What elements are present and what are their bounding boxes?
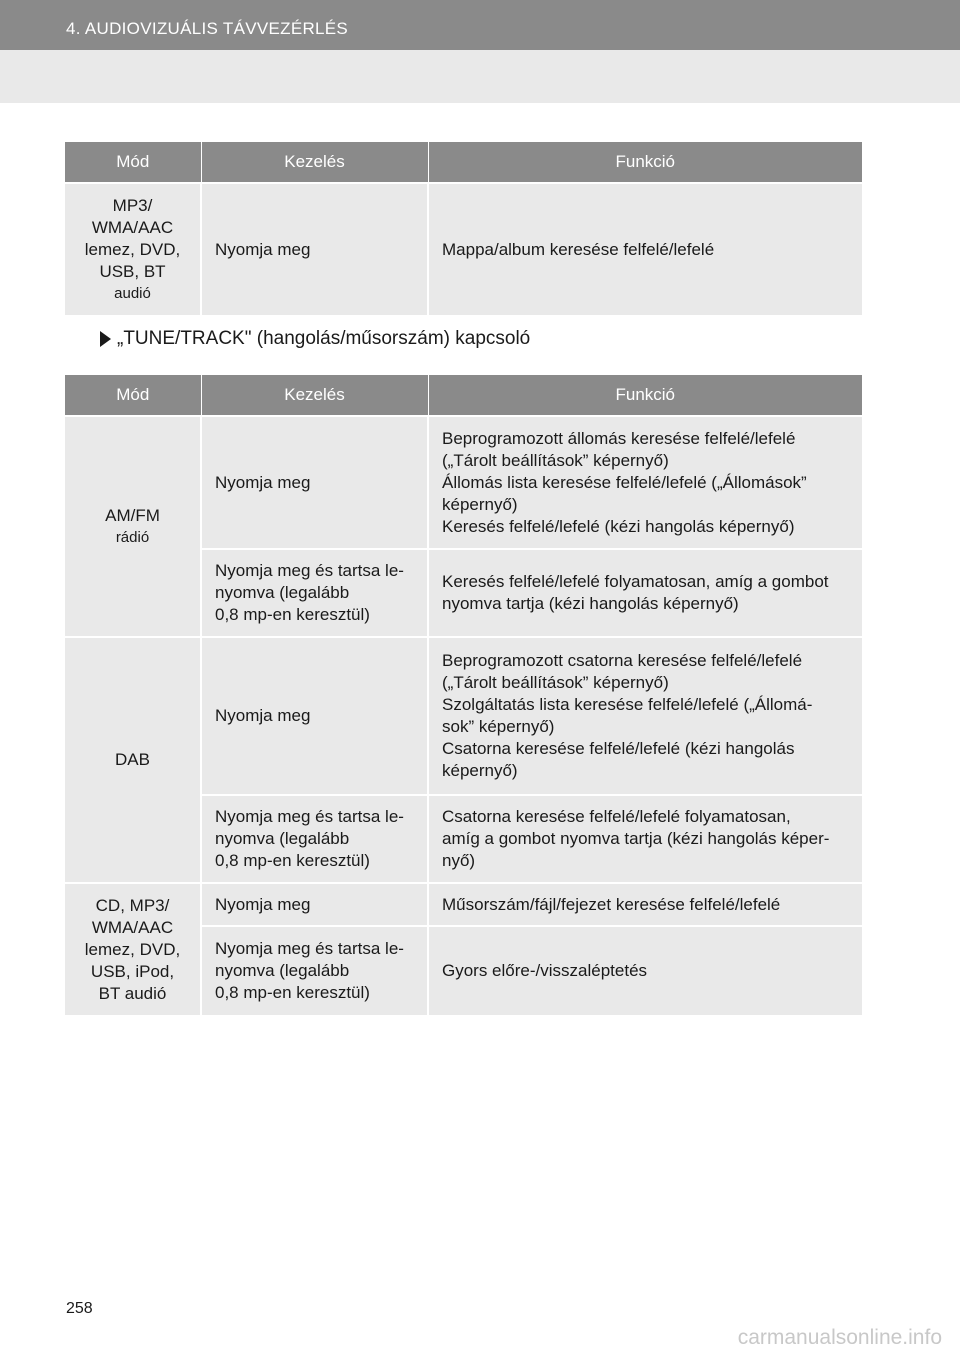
function-cell [428,549,862,637]
operation-line: Nyomja meg [215,894,311,914]
column-header-mode: Mód [65,142,201,183]
mode-line: MP3/ [112,195,153,215]
folder-search-table [65,142,862,317]
function-line: nyő) [442,851,476,870]
watermark: carmanualsonline.info [737,1326,942,1349]
function-line: képernyő) [442,761,518,780]
operation-cell [201,637,428,795]
function-line: („Tárolt beállítások” képernyő) [442,450,669,470]
column-header-operation: Kezelés [201,375,428,416]
function-line: Állomás lista keresése felfelé/lefelé („Állomások” [442,472,807,492]
table-row [65,883,862,926]
function-line: Keresés felfelé/lefelé folyamatosan, amíg a gombot [442,572,829,591]
mode-line: BT audió [98,983,167,1003]
operation-cell [201,883,428,926]
function-line: Gyors előre-/visszaléptetés [442,961,648,980]
operation-line: Nyomja meg és tartsa le- [215,807,404,826]
mode-line: USB, iPod, [90,961,175,981]
function-line: Műsorszám/fájl/fejezet keresése felfelé/lefelé [442,894,781,914]
mode-cell [65,637,201,883]
page-number: 258 [66,1300,93,1317]
function-cell [428,416,862,549]
operation-line: 0,8 mp-en keresztül) [215,983,370,1002]
operation-cell [201,416,428,549]
table-row [65,637,862,795]
function-line: Csatorna keresése felfelé/lefelé (kézi hangolás [442,739,795,758]
function-line: képernyő) [442,494,518,514]
column-header-operation: Kezelés [201,142,428,183]
function-cell [428,795,862,883]
operation-line: Nyomja meg és tartsa le- [215,561,404,580]
function-line: Szolgáltatás lista keresése felfelé/lefelé („Állomá- [442,695,813,714]
function-line: sok” képernyő) [442,717,555,736]
operation-line: Nyomja meg [215,472,311,492]
mode-cell [65,883,201,1016]
function-cell: Mappa/album keresése felfelé/lefelé [428,183,862,316]
mode-cell [65,416,201,637]
tune-track-table [65,375,862,1017]
operation-line: nyomva (legalább [215,961,350,980]
function-cell [428,926,862,1016]
column-header-function: Funkció [428,375,862,416]
function-line: Beprogramozott csatorna keresése felfelé/lefelé [442,651,803,670]
header-bar [0,0,960,50]
table-row [65,183,862,316]
section-heading-text: „TUNE/TRACK" (hangolás/műsorszám) kapcsoló [117,328,531,349]
mode-subline: rádió [115,528,150,546]
operation-line: nyomva (legalább [215,583,350,602]
function-line: („Tárolt beállítások” képernyő) [442,673,669,692]
function-line: Csatorna keresése felfelé/lefelé folyamatosan, [442,807,791,826]
column-header-mode: Mód [65,375,201,416]
mode-line: AM/FM [105,505,160,525]
mode-line: DAB [115,750,150,769]
operation-line: Nyomja meg és tartsa le- [215,939,404,958]
function-line: nyomva tartja (kézi hangolás képernyő) [442,594,739,613]
section-heading [100,328,530,350]
operation-cell: Nyomja meg [201,183,428,316]
function-line: Beprogramozott állomás keresése felfelé/lefelé [442,428,796,448]
chapter-title: 4. AUDIOVIZUÁLIS TÁVVEZÉRLÉS [66,19,349,38]
function-cell [428,883,862,926]
function-line: Keresés felfelé/lefelé (kézi hangolás képernyő) [442,516,795,536]
column-header-function: Funkció [428,142,862,183]
operation-line: 0,8 mp-en keresztül) [215,851,370,870]
mode-line: USB, BT [99,261,166,281]
mode-line: lemez, DVD, [84,939,181,959]
mode-line: WMA/AAC [91,917,174,937]
operation-line: nyomva (legalább [215,829,350,848]
function-cell [428,637,862,795]
operation-cell [201,926,428,1016]
mode-line: lemez, DVD, [84,239,181,259]
operation-cell [201,795,428,883]
mode-subline: audió [114,284,151,302]
operation-line: 0,8 mp-en keresztül) [215,605,370,624]
triangle-bullet-icon [100,331,111,347]
table-header-row [65,142,862,183]
function-line: amíg a gombot nyomva tartja (kézi hangolás képer- [442,829,830,848]
mode-line: CD, MP3/ [95,895,170,915]
mode-line: WMA/AAC [91,217,174,237]
operation-line: Nyomja meg [215,706,311,725]
mode-cell [65,183,201,316]
operation-cell [201,549,428,637]
table-row [65,416,862,549]
table-header-row [65,375,862,416]
